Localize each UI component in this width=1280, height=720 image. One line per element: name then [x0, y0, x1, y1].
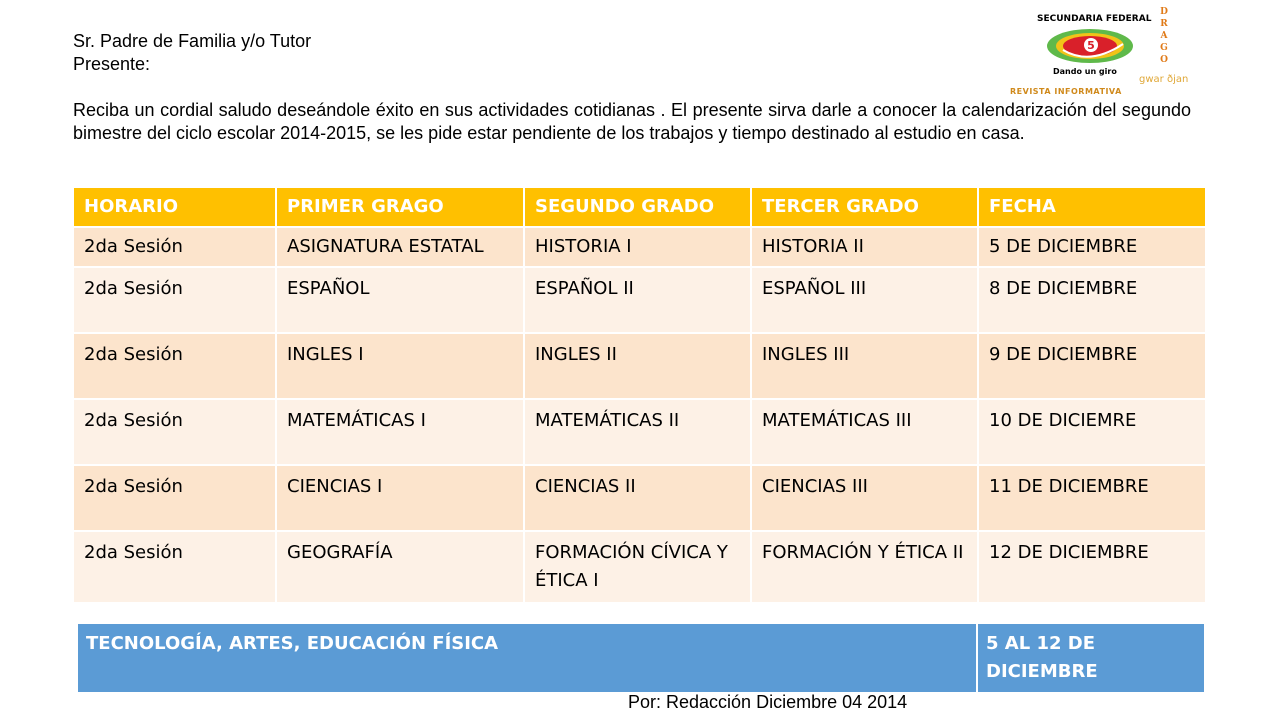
school-name: SECUNDARIA FEDERAL — [1037, 14, 1152, 24]
cell-tercer-grado: INGLES III — [752, 332, 977, 398]
cell-segundo-grado: MATEMÁTICAS II — [525, 398, 750, 464]
cell-horario: 2da Sesión — [74, 226, 275, 266]
table-row — [74, 266, 1205, 332]
cell-tercer-grado: ESPAÑOL III — [752, 266, 977, 332]
header-segundo-grado: SEGUNDO GRADO — [525, 188, 750, 226]
extra-subjects-box — [76, 624, 1206, 692]
signature-line: Por: Redacción Diciembre 04 2014 — [628, 692, 908, 712]
extra-subjects-label: TECNOLOGÍA, ARTES, EDUCACIÓN FÍSICA — [78, 624, 976, 692]
cell-primer-grado: INGLES I — [277, 332, 523, 398]
cell-primer-grado: MATEMÁTICAS I — [277, 398, 523, 464]
cell-segundo-grado: HISTORIA I — [525, 226, 750, 266]
cell-tercer-grado: HISTORIA II — [752, 226, 977, 266]
header-horario: HORARIO — [74, 188, 275, 226]
cell-fecha: 12 DE DICIEMBRE — [979, 530, 1205, 602]
cell-segundo-grado: INGLES II — [525, 332, 750, 398]
table-row — [74, 226, 1205, 266]
school-logo — [1005, 4, 1205, 98]
cell-fecha: 8 DE DICIEMBRE — [979, 266, 1205, 332]
cell-primer-grado: ASIGNATURA ESTATAL — [277, 226, 523, 266]
cell-tercer-grado: CIENCIAS III — [752, 464, 977, 530]
cell-tercer-grado: FORMACIÓN Y ÉTICA II — [752, 530, 977, 602]
cell-primer-grado: CIENCIAS I — [277, 464, 523, 530]
table-row — [74, 398, 1205, 464]
school-motto: Dando un giro — [1053, 67, 1117, 76]
table-row — [74, 530, 1205, 602]
presente-line: Presente: — [73, 54, 151, 74]
cell-fecha: 5 DE DICIEMBRE — [979, 226, 1205, 266]
cell-segundo-grado: FORMACIÓN CÍVICA Y ÉTICA I — [525, 530, 750, 602]
cell-horario: 2da Sesión — [74, 464, 275, 530]
cell-primer-grado: ESPAÑOL — [277, 266, 523, 332]
logo-tag: gwar ðjan — [1139, 74, 1189, 85]
cell-horario: 2da Sesión — [74, 530, 275, 602]
cell-segundo-grado: CIENCIAS II — [525, 464, 750, 530]
intro-paragraph: Reciba un cordial saludo deseándole éxito en sus actividades cotidianas . El presente sirva darle a conocer la calendarización del segundo bimestre del ciclo escolar 2014-2015, se les pide estar pendiente de los trabajos y tiempo destinado al estudio en casa. — [73, 100, 1191, 143]
cell-horario: 2da Sesión — [74, 398, 275, 464]
cell-horario: 2da Sesión — [74, 332, 275, 398]
table-header-row — [74, 188, 1205, 226]
extra-subjects-dates: 5 AL 12 DE DICIEMBRE — [978, 624, 1204, 692]
cell-fecha: 11 DE DICIEMBRE — [979, 464, 1205, 530]
cell-primer-grado: GEOGRAFÍA — [277, 530, 523, 602]
table-row — [74, 464, 1205, 530]
header-tercer-grado: TERCER GRADO — [752, 188, 977, 226]
exam-schedule-table — [72, 188, 1207, 602]
cell-segundo-grado: ESPAÑOL II — [525, 266, 750, 332]
cell-fecha: 10 DE DICIEMRE — [979, 398, 1205, 464]
cell-horario: 2da Sesión — [74, 266, 275, 332]
cell-fecha: 9 DE DICIEMBRE — [979, 332, 1205, 398]
table-row — [74, 332, 1205, 398]
extra-subjects-row — [78, 624, 1204, 692]
header-fecha: FECHA — [979, 188, 1205, 226]
dragon-emblem-icon — [1045, 26, 1135, 66]
revista-label: REVISTA INFORMATIVA — [1010, 87, 1122, 96]
header-primer-grado: PRIMER GRAGO — [277, 188, 523, 226]
cell-tercer-grado: MATEMÁTICAS III — [752, 398, 977, 464]
emblem-number: 5 — [1087, 39, 1095, 52]
salutation: Sr. Padre de Familia y/o Tutor — [73, 31, 312, 51]
drago-vertical-label: DRAGO — [1160, 7, 1168, 65]
